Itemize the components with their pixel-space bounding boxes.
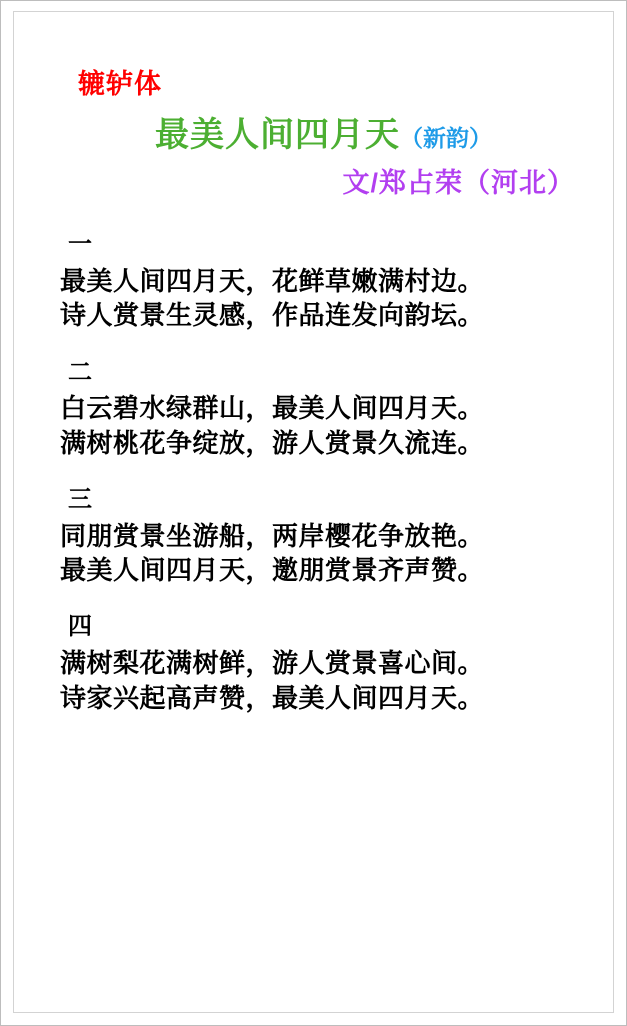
poem-form-label: 辘轳体 [78,69,162,99]
stanza-line: 最美人间四月天，邀朋赏景齐声赞。 [60,555,485,586]
stanza-line: 诗家兴起高声赞，最美人间四月天。 [60,682,485,713]
stanza-number: 二 [68,358,92,386]
stanza-line: 满树桃花争绽放，游人赏景久流连。 [60,427,485,458]
stanza-line: 诗人赏景生灵感，作品连发向韵坛。 [60,300,485,331]
stanza-number: 三 [68,486,92,514]
poem-title-rhyme: （新韵） [400,124,492,151]
poem-stanza [60,486,587,587]
stanza-line: 最美人间四月天，花鲜草嫩满村边。 [60,265,485,296]
stanza-line: 白云碧水绿群山，最美人间四月天。 [60,393,485,424]
poem-sheet [13,11,614,1013]
stanza-number: 四 [68,613,92,641]
poem-stanza [60,613,587,714]
poem-stanza [60,231,587,332]
poem-title [60,116,587,155]
poem-content [14,12,613,1012]
stanza-number: 一 [68,231,92,259]
stanza-line: 满树梨花满树鲜，游人赏景喜心间。 [60,648,485,679]
poem-stanza [60,359,587,460]
poem-title-main: 最美人间四月天 [155,115,400,154]
poem-byline: 文/郑占荣（河北） [342,167,575,198]
stanza-line: 同朋赏景坐游船，两岸樱花争放艳。 [60,520,485,551]
poem-stanzas [60,231,587,715]
